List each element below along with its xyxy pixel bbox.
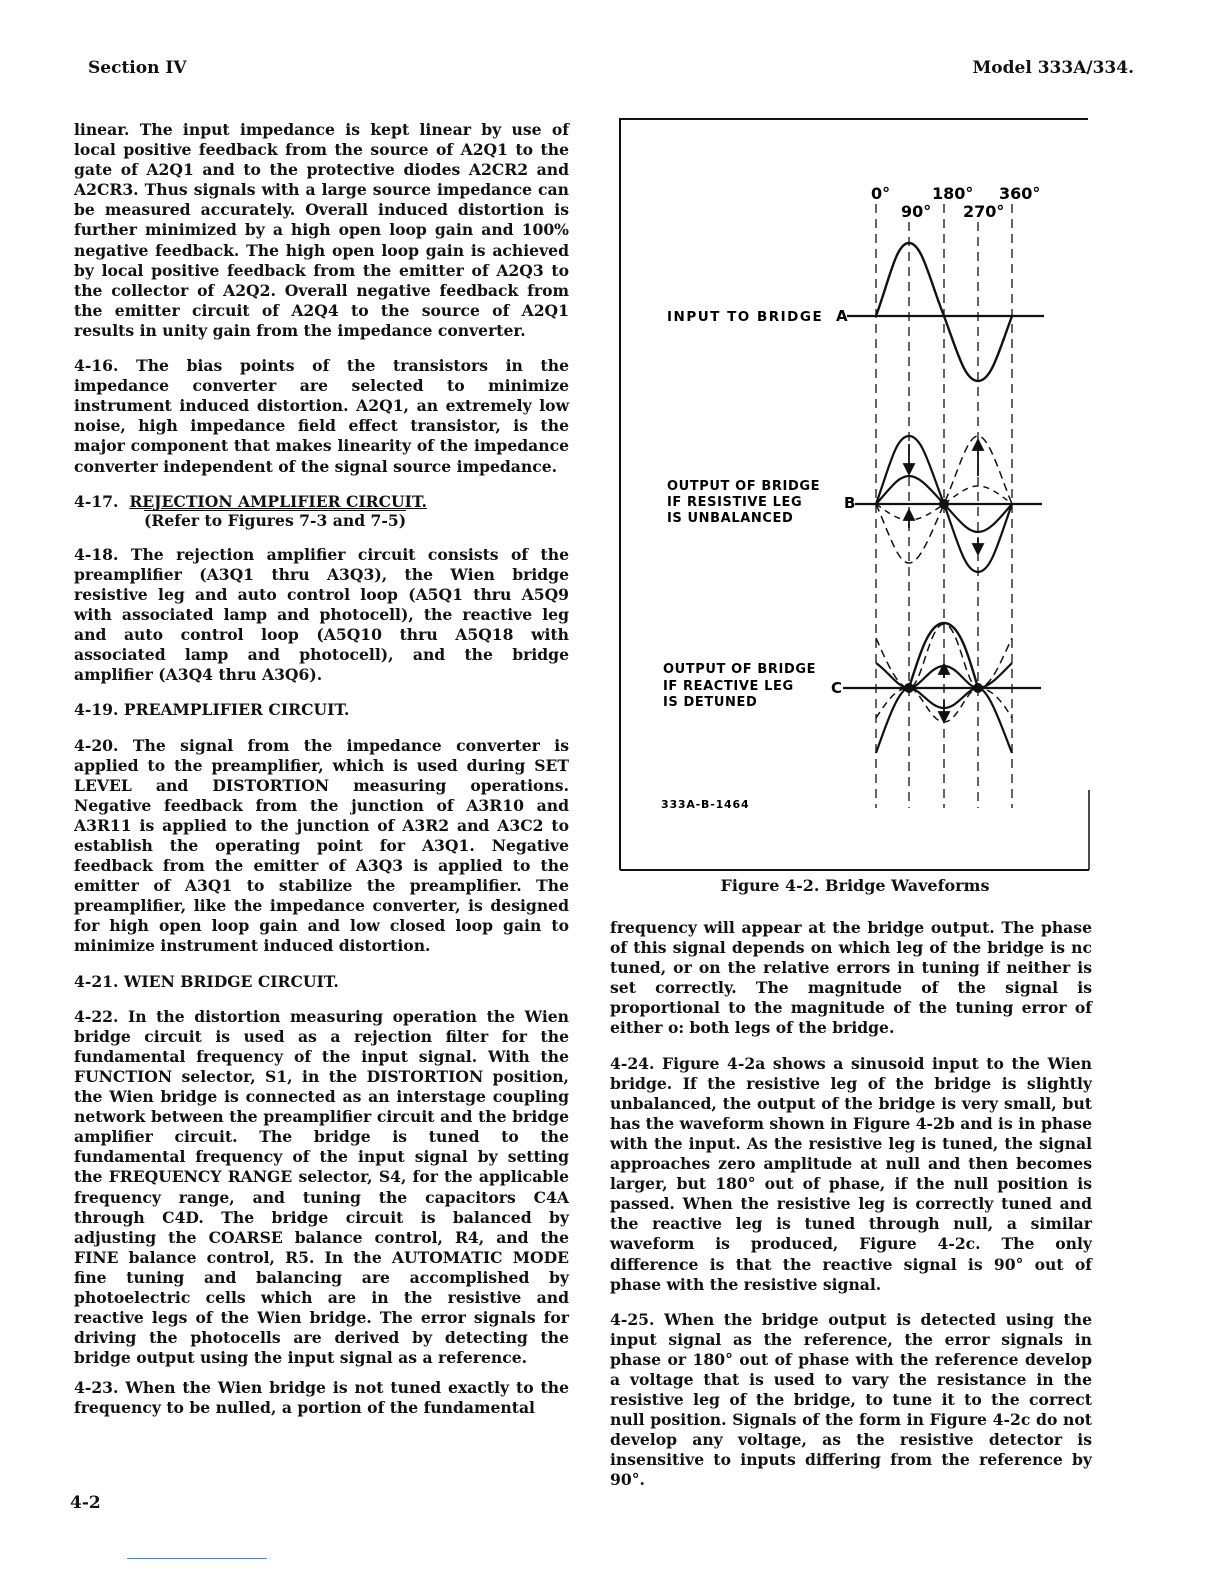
phase-label-270: 270° xyxy=(963,202,1005,221)
label-c-letter: C xyxy=(831,679,843,697)
phase-label-90: 90° xyxy=(901,202,932,221)
heading-4-17-number: 4-17. xyxy=(74,491,119,511)
label-input-to-bridge: INPUT TO BRIDGE xyxy=(667,309,824,325)
page-number: 4-2 xyxy=(70,1493,101,1513)
heading-4-17 xyxy=(74,492,569,531)
label-a-letter: A xyxy=(836,307,848,325)
label-b-letter: B xyxy=(844,494,856,512)
label-b-line3: IS UNBALANCED xyxy=(667,511,794,526)
phase-label-0: 0° xyxy=(871,184,891,203)
paragraph-4-24: 4-24. Figure 4-2a shows a sinusoid input to the Wien bridge. If the resistive leg of the bridge is slightly unbalanced, the output of the bridge is very small, but has the waveform shown in Figure 4-2b and is in phase with the input. As the resistive leg is tuned, the signal approaches zero amplitude at null and then becomes larger, but 180° out of phase, if the null position is passed. When the resistive leg is correctly tuned and the reactive leg is tuned through null, a similar waveform is produced, Figure 4-2c. The only difference is that the reactive signal is 90° out of phase with the resistive signal. xyxy=(610,1053,1092,1294)
label-b-line1: OUTPUT OF BRIDGE xyxy=(667,479,821,494)
footer-rule xyxy=(127,1558,267,1559)
heading-4-21: 4-21. WIEN BRIDGE CIRCUIT. xyxy=(74,971,339,991)
heading-4-17-reference: (Refer to Figures 7-3 and 7-5) xyxy=(144,510,407,530)
left-column xyxy=(74,120,569,1434)
right-column xyxy=(610,918,1092,1506)
figure-caption: Figure 4-2. Bridge Waveforms xyxy=(720,876,990,895)
label-b-line2: IF RESISTIVE LEG xyxy=(667,495,803,510)
paragraph-linear: linear. The input impedance is kept linear by use of local positive feedback from the source of A2Q1 to the gate of A2Q1 and to the protective diodes A2CR2 and A2CR3. Thus signals with a large source impedance can be measured accurately. Overall induced distortion is further minimized by a high open loop gain and 100% negative feedback. The high open loop gain is achieved by local positive feedback from the emitter of A2Q3 to the collector of A2Q2. Overall negative feedback from the emitter circuit of A2Q4 to the source of A2Q1 results in unity gain from the impedance converter. xyxy=(74,120,569,340)
paragraph-4-20: 4-20. The signal from the impedance converter is applied to the preamplifier, which is used during SET LEVEL and DISTORTION measuring operations. Negative feedback from the junction of A3R10 and A3R11 is applied to the junction of A3R2 and A3C2 to establish the operating point for A3Q1. Negative feedback from the emitter of A3Q3 is applied to the emitter of A3Q1 to stabilize the preamplifier. The preamplifier, like the impedance converter, is designed for high open loop gain and low closed loop gain to minimize instrument induced distortion. xyxy=(74,735,569,956)
paragraph-4-16: 4-16. The bias points of the transistors in the impedance converter are selected to minimize instrument induced distortion. A2Q1, an extremely low noise, high impedance field effect transistor, is the major component that makes linearity of the impedance converter independent of the signal source impedance. xyxy=(74,356,569,476)
section-header: Section IV xyxy=(88,58,187,78)
waveform-b-null-point xyxy=(939,499,949,509)
heading-4-17-title: REJECTION AMPLIFIER CIRCUIT. xyxy=(129,491,427,511)
phase-label-360: 360° xyxy=(999,184,1041,203)
paragraph-4-23-continued: frequency will appear at the bridge output. The phase of this signal depends on which leg of the bridge is nc tuned, or on the relative errors in tuning if neither is set correctly. The magnitude of the signal is proportional to the magnitude of the tuning error of either o: both legs of the bridge. xyxy=(610,918,1092,1038)
label-c-line1: OUTPUT OF BRIDGE xyxy=(663,662,817,677)
label-c-line3: IS DETUNED xyxy=(663,695,758,710)
phase-label-180: 180° xyxy=(932,184,974,203)
model-header: Model 333A/334. xyxy=(972,58,1134,78)
waveform-c-null-point-270 xyxy=(973,683,983,693)
paragraph-4-18: 4-18. The rejection amplifier circuit consists of the preamplifier (A3Q1 thru A3Q3), the Wien bridge resistive leg and auto control loop (A5Q1 thru A5Q9 with associated lamp and photocell), the reactive leg and auto control loop (A5Q10 thru A5Q18 with associated lamp and photocell), and the bridge amplifier (A3Q4 thru A3Q6). xyxy=(74,544,569,685)
label-c-line2: IF REACTIVE LEG xyxy=(663,679,794,694)
waveform-c-null-point-90 xyxy=(904,683,914,693)
bridge-waveforms-figure xyxy=(619,118,1091,872)
heading-4-19: 4-19. PREAMPLIFIER CIRCUIT. xyxy=(74,700,350,720)
paragraph-4-23: 4-23. When the Wien bridge is not tuned exactly to the frequency to be nulled, a portion of the fundamental xyxy=(74,1378,569,1418)
paragraph-4-25: 4-25. When the bridge output is detected using the input signal as the reference, the error signals in phase or 180° out of phase with the reference develop a voltage that is used to vary the resistance in the resistive leg of the bridge, to tune it to the correct null position. Signals of the form in Figure 4-2c do not develop any voltage, as the resistive detector is insensitive to inputs differing from the reference by 90°. xyxy=(610,1309,1092,1490)
drawing-number: 333A-B-1464 xyxy=(661,798,750,811)
paragraph-4-22: 4-22. In the distortion measuring operation the Wien bridge circuit is used as a rejection filter for the fundamental frequency of the input signal. With the FUNCTION selector, S1, in the DISTORTION position, the Wien bridge is connected as an interstage coupling network between the preamplifier circuit and the bridge amplifier circuit. The bridge is tuned to the fundamental frequency of the input signal by setting the FREQUENCY RANGE selector, S4, for the applicable frequency range, and tuning the capacitors C4A through C4D. The bridge circuit is balanced by adjusting the COARSE balance control, R4, and the FINE balance control, R5. In the AUTOMATIC MODE fine tuning and balancing are accomplished by photoelectric cells which are in the resistive and reactive legs of the Wien bridge. The error signals for driving the photocells are derived by detecting the bridge output using the input signal as a reference. xyxy=(74,1006,569,1368)
